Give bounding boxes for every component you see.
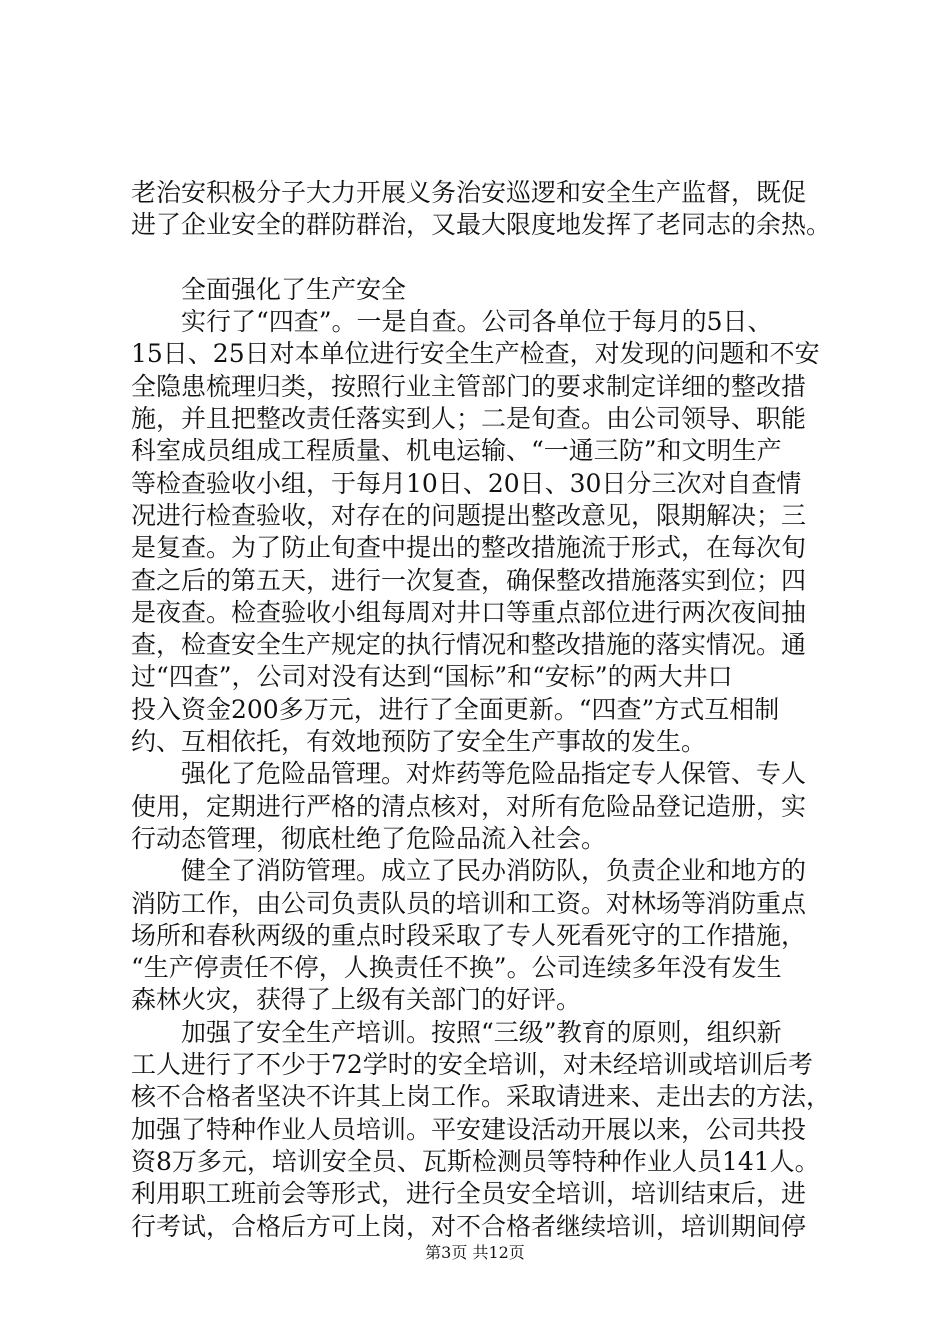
text-line: 科室成员组成工程质量、机电运输、“一通三防”和文明生产 bbox=[131, 436, 782, 466]
text-line: 投入资金200多万元，进行了全面更新。“四查”方式互相制 bbox=[131, 694, 780, 724]
text-line: 使用，定期进行严格的清点核对，对所有危险品登记造册，实 bbox=[131, 791, 807, 821]
text-line: 全面强化了生产安全 bbox=[131, 274, 407, 304]
text-line: 施，并且把整改责任落实到人；二是旬查。由公司领导、职能 bbox=[131, 404, 807, 434]
text-line: 查，检查安全生产规定的执行情况和整改措施的落实情况。通 bbox=[131, 630, 807, 660]
text-line: 是夜查。检查验收小组每周对井口等重点部位进行两次夜间抽 bbox=[131, 597, 807, 627]
blank-line bbox=[131, 242, 831, 274]
text-line: 等检查验收小组，于每月10日、20日、30日分三次对自查情 bbox=[131, 468, 802, 498]
text-line: 资8万多元，培训安全员、瓦斯检测员等特种作业人员141人。 bbox=[131, 1146, 820, 1176]
text-line: 加强了特种作业人员培训。平安建设活动开展以来，公司共投 bbox=[131, 1114, 807, 1144]
text-line: 15日、25日对本单位进行安全生产检查，对发现的问题和不安 bbox=[131, 339, 820, 369]
text-line: 查之后的第五天，进行一次复查，确保整改措施落实到位；四 bbox=[131, 565, 807, 595]
text-line: 健全了消防管理。成立了民办消防队，负责企业和地方的 bbox=[131, 856, 807, 886]
text-line: 是复查。为了防止旬查中提出的整改措施流于形式，在每次旬 bbox=[131, 533, 807, 563]
text-line: 实行了“四查”。一是自查。公司各单位于每月的5日、 bbox=[131, 307, 773, 337]
text-line: 约、互相依托，有效地预防了安全生产事故的发生。 bbox=[131, 727, 707, 757]
text-line: 况进行检查验收，对存在的问题提出整改意见，限期解决；三 bbox=[131, 500, 807, 530]
text-line: 进了企业安全的群防群治，又最大限度地发挥了老同志的余热。 bbox=[131, 210, 831, 240]
text-line: 过“四查”，公司对没有达到“国标”和“安标”的两大井口 bbox=[131, 662, 733, 692]
text-line: 核不合格者坚决不许其上岗工作。采取请进来、走出去的方法， bbox=[131, 1082, 831, 1112]
text-line: 行考试，合格后方可上岗，对不合格者继续培训，培训期间停 bbox=[131, 1211, 807, 1241]
document-body bbox=[131, 177, 831, 1243]
text-line: 行动态管理，彻底杜绝了危险品流入社会。 bbox=[131, 823, 607, 853]
text-line: 老治安积极分子大力开展义务治安巡逻和安全生产监督，既促 bbox=[131, 178, 807, 207]
text-line: 加强了安全生产培训。按照“三级”教育的原则，组织新 bbox=[131, 1017, 782, 1047]
text-line: 消防工作，由公司负责队员的培训和工资。对林场等消防重点 bbox=[131, 888, 807, 918]
text-line: 利用职工班前会等形式，进行全员安全培训，培训结束后，进 bbox=[131, 1179, 807, 1209]
page-number: 第3页 共12页 bbox=[425, 1243, 525, 1262]
text-line: 工人进行了不少于72学时的安全培训，对未经培训或培训后考 bbox=[131, 1050, 813, 1080]
text-line: 全隐患梳理归类，按照行业主管部门的要求制定详细的整改措 bbox=[131, 371, 807, 401]
text-line: 强化了危险品管理。对炸药等危险品指定专人保管、专人 bbox=[131, 759, 807, 789]
text-line: 场所和春秋两级的重点时段采取了专人死看死守的工作措施， bbox=[131, 920, 807, 950]
text-line: 森林火灾，获得了上级有关部门的好评。 bbox=[131, 985, 582, 1015]
text-line: “生产停责任不停，人换责任不换”。公司连续多年没有发生 bbox=[131, 953, 782, 983]
